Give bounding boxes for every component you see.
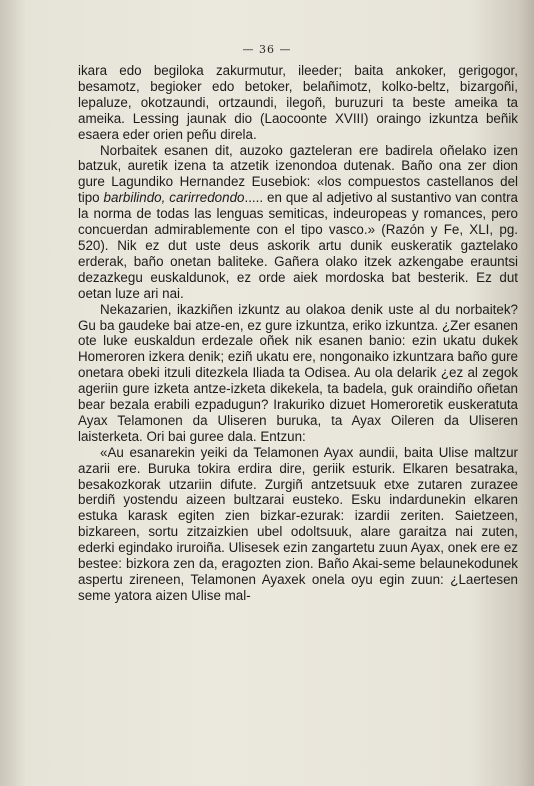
paragraph-2-text-before: Norbaitek esanen dit, auzoko gazteleran ere badirela oñelako izen batzuk, auretik izena ta atzetik izenondoa dutenak. Baño ona zer dion gure Lagundiko Hernandez Eusebiok: «los compuestos castellanos del tipo (78, 142, 518, 206)
body-text (78, 63, 518, 604)
paragraph-2 (78, 143, 518, 302)
paragraph-1: ikara edo begiloka zakurmutur, ileeder; baita ankoker, gerigogor, besamotz, begioker edo betoker, belañimotz, kolko-beltz, bizargoñi, lepaluze, okotzaundi, ortzaundi, ilegoñ, buruzuri ta beste ameika ta ameika. Lessing jaunak dio (Laocoonte XVIII) oraingo izkuntza beñik esaera eder orien peñu direla. (78, 63, 518, 142)
paragraph-2-italic-terms: barbilindo, carirredondo (103, 190, 245, 206)
paragraph-2-text-after: ..... en que al adjetivo al sustantivo van contra la norma de todas las lenguas semiticas, indeuropeas y romances, pero concuerdan admirablemente con el tipo vasco.» (Razón y Fe, XLI, pg. 520). Nik ez dut uste deus askorik artu dunik euskeratik gaztelako erderak, baño onetan baliteke. Gañera olako itzek azkengabe erauntsi dezazkegu euskaldunok, ez orde aiek mordoska bat besterik. Ez dut oetan luze ari nai. (78, 190, 519, 301)
paragraph-3: Nekazarien, ikazkiñen izkuntz au olakoa denik uste al du norbaitek? Gu ba gaudeke bai atze-en, ez gure izkuntza, eriko izkuntza. ¿Zer esanen ote luke euskaldun erdezale oñek nik esanen banio: ezin ukatu dukek Homeroren izkera denik; eziñ ukatu ere, nongonaiko izkuntzara baño gure onetara obeki itzuli ditezkela Iliada ta Odisea. Au ola delarik ¿ez al zegok ageriin gure izketa antze-izketa dikekela, ta badela, guk oraindiño oñetan bear bezala erabili ezpadugun? Irakuriko dizuet Homeroretik euskeratuta Ayax Telamonen da Uliseren buruka, ta Ayax Oileren da Uliseren laisterketa. Ori bai guree dala. Entzun: (78, 301, 518, 444)
page-number: — 36 — (242, 43, 292, 56)
paragraph-4: «Au esanarekin yeiki da Telamonen Ayax aundii, baita Ulise maltzur azarii ere. Buruka tokira erdira dire, geriik esturik. Elkaren besatraka, besakozkorak utzariin difute. Zurgiñ antzetsuuk etxe zutaren zurazee berdiñ yostendu aizeen bultzarai eusteko. Esku indardunekin elkaren estuka karask egiten zien bizkar-ezurak: izardii zeriten. Saietzeen, bizkareen, sortu zitzaizkien ubel odoltsuuk, alare garaitza nai zuten, ederki egindako iruroiña. Ulisesek ezin zangartetu zuun Ayax, onek ere ez bestee: bizkora zen da, eragozten zion. Baño Akai-seme belaunekodunek aspertu zireneen, Telamonen Ayaxek onela oyu egin zuun: ¿Laertesen seme yatora aizen Ulise mal- (78, 444, 518, 603)
